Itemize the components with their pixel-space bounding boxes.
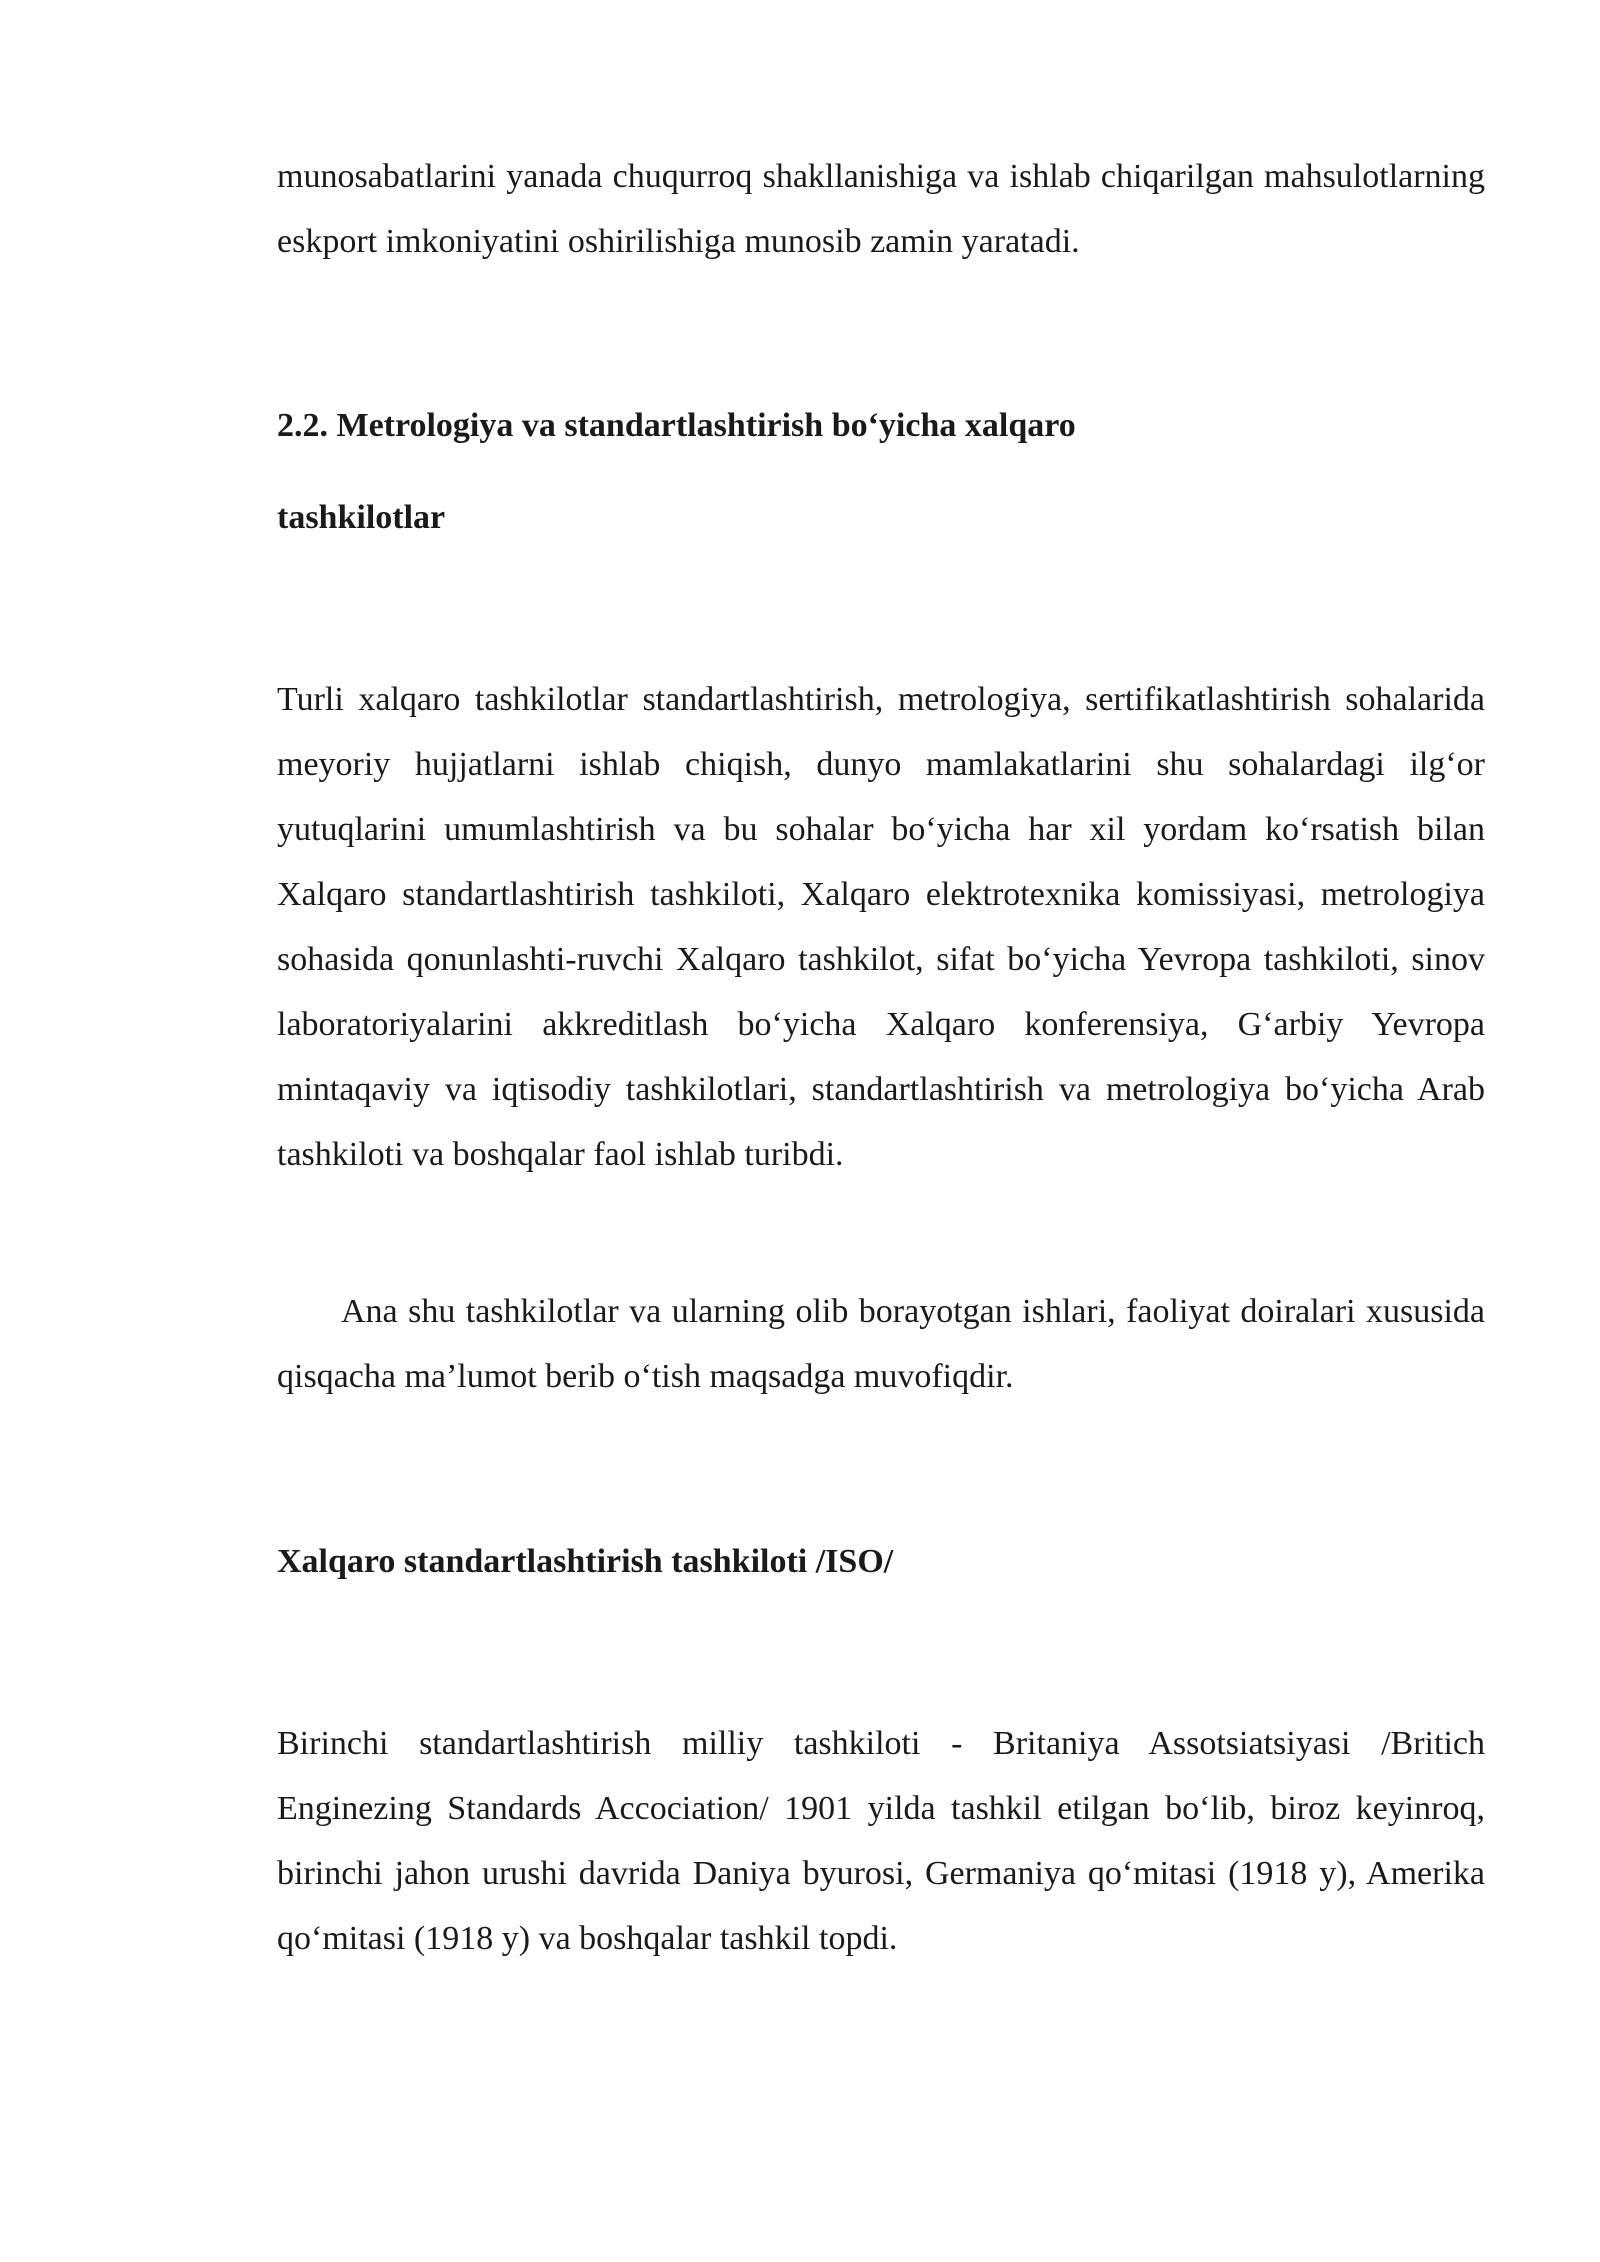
paragraph-continuation: munosabatlarini yanada chuqurroq shakllanishiga va ishlab chiqarilgan mahsulotlarning eskport imkoniyatini oshirilishiga munosib zamin yaratadi. — [277, 158, 1485, 260]
paragraph-intro-summary: Ana shu tashkilotlar va ularning olib borayotgan ishlari, faoliyat doiralari xususida qisqacha ma’lumot berib o‘tish maqsadga muvofiqdir. — [277, 1293, 1485, 1395]
subsection-heading-iso: Xalqaro standartlashtirish tashkiloti /ISO/ — [277, 1543, 894, 1580]
section-heading-line-2: tashkilotlar — [277, 499, 446, 536]
paragraph-history: Birinchi standartlashtirish milliy tashkiloti - Britaniya Assotsiatsiyasi /Britich Enginezing Standards Accociation/ 1901 yilda tashkil etilgan bo‘lib, biroz keyinroq, birinchi jahon urushi davrida Daniya byurosi, Germaniya qo‘mitasi (1918 y), Amerika qo‘mitasi (1918 y) va boshqalar tashkil topdi. — [277, 1725, 1485, 1957]
section-heading-line-1: 2.2. Metrologiya va standartlashtirish bo‘yicha xalqaro — [277, 407, 1076, 444]
paragraph-organizations: Turli xalqaro tashkilotlar standartlashtirish, metrologiya, sertifikatlashtirish sohalarida meyoriy hujjatlarni ishlab chiqish, dunyo mamlakatlarini shu sohalardagi ilg‘or yutuqlarini umumlashtirish va bu sohalar bo‘yicha har xil yordam ko‘rsatish bilan Xalqaro standartlashtirish tashkiloti, Xalqaro elektrotexnika komissiyasi, metrologiya sohasida qonunlashti-ruvchi Xalqaro tashkilot, sifat bo‘yicha Yevropa tashkiloti, sinov laboratoriyalarini akkreditlash bo‘yicha Xalqaro konferensiya, G‘arbiy Yevropa mintaqaviy va iqtisodiy tashkilotlari, standartlashtirish va metrologiya bo‘yicha Arab tashkiloti va boshqalar faol ishlab turibdi. — [277, 681, 1485, 1173]
